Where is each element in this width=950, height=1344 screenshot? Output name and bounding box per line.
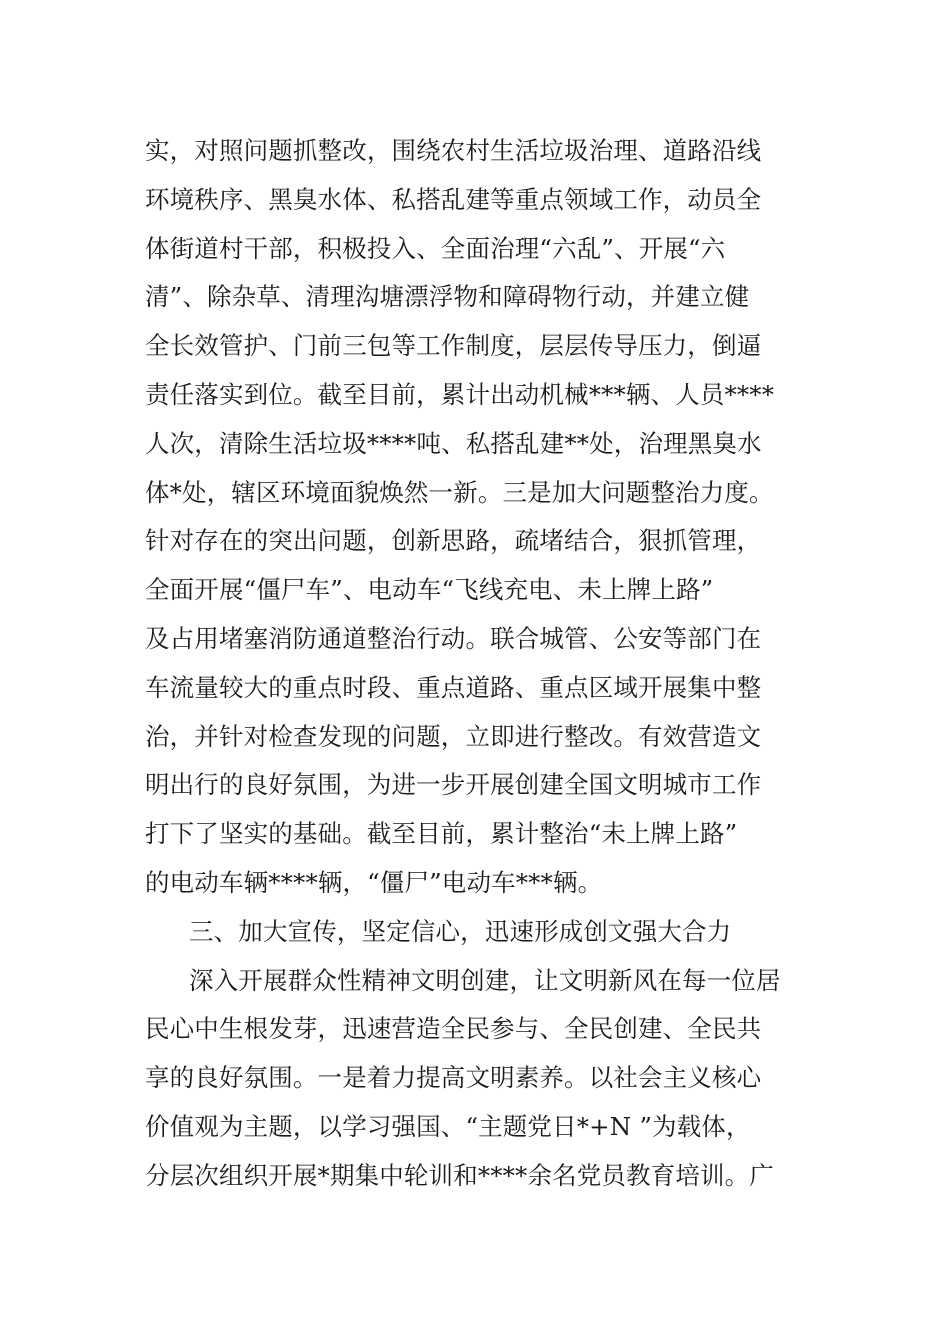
text-line-8: 体*处，辖区环境面貌焕然一新。三是加大问题整治力度。	[145, 477, 774, 507]
text-line-11: 及占用堵塞消防通道整治行动。联合城管、公安等部门在	[145, 623, 762, 653]
body-text	[145, 127, 815, 1201]
text-line-3: 体街道村干部，积极投入、全面治理“六乱”、开展“六	[145, 233, 726, 263]
text-line-4: 清”、除杂草、清理沟塘漂浮物和障碍物行动，并建立健	[145, 282, 750, 312]
text-line-2: 环境秩序、黑臭水体、私搭乱建等重点领域工作，动员全	[145, 184, 762, 214]
text-line-19: 民心中生根发芽，迅速营造全民参与、全民创建、全民共	[145, 1014, 762, 1044]
text-line-10: 全面开展“僵尸车”、电动车“飞线充电、未上牌上路”	[145, 575, 714, 605]
text-line-14: 明出行的良好氛围，为进一步开展创建全国文明城市工作	[145, 770, 762, 800]
text-line-1: 实，对照问题抓整改，围绕农村生活垃圾治理、道路沿线	[145, 136, 762, 165]
text-line-16: 的电动车辆****辆，“僵尸”电动车***辆。	[145, 867, 603, 897]
text-line-6: 责任落实到位。截至目前，累计出动机械***辆、人员****	[145, 379, 775, 409]
text-line-15: 打下了坚实的基础。截至目前，累计整治“未上牌上路”	[145, 819, 738, 849]
text-line-12: 车流量较大的重点时段、重点道路、重点区域开展集中整	[145, 672, 762, 702]
text-line-20: 享的良好氛围。一是着力提高文明素养。以社会主义核心	[145, 1063, 762, 1093]
text-line-7: 人次，清除生活垃圾****吨、私搭乱建**处，治理黑臭水	[145, 428, 762, 458]
section-heading: 三、加大宣传，坚定信心，迅速形成创文强大合力	[189, 916, 732, 946]
text-line-13: 治，并针对检查发现的问题，立即进行整改。有效营造文	[145, 721, 762, 751]
text-line-21: 价值观为主题，以学习强国、“主题党日*+N ”为载体，	[145, 1111, 751, 1141]
text-line-22: 分层次组织开展*期集中轮训和****余名党员教育培训。广	[145, 1160, 774, 1190]
text-line-5: 全长效管护、门前三包等工作制度，层层传导压力，倒逼	[145, 331, 762, 361]
text-line-18: 深入开展群众性精神文明创建，让文明新风在每一位居	[189, 965, 781, 995]
text-line-9: 针对存在的突出问题，创新思路，疏堵结合，狠抓管理，	[145, 526, 762, 556]
